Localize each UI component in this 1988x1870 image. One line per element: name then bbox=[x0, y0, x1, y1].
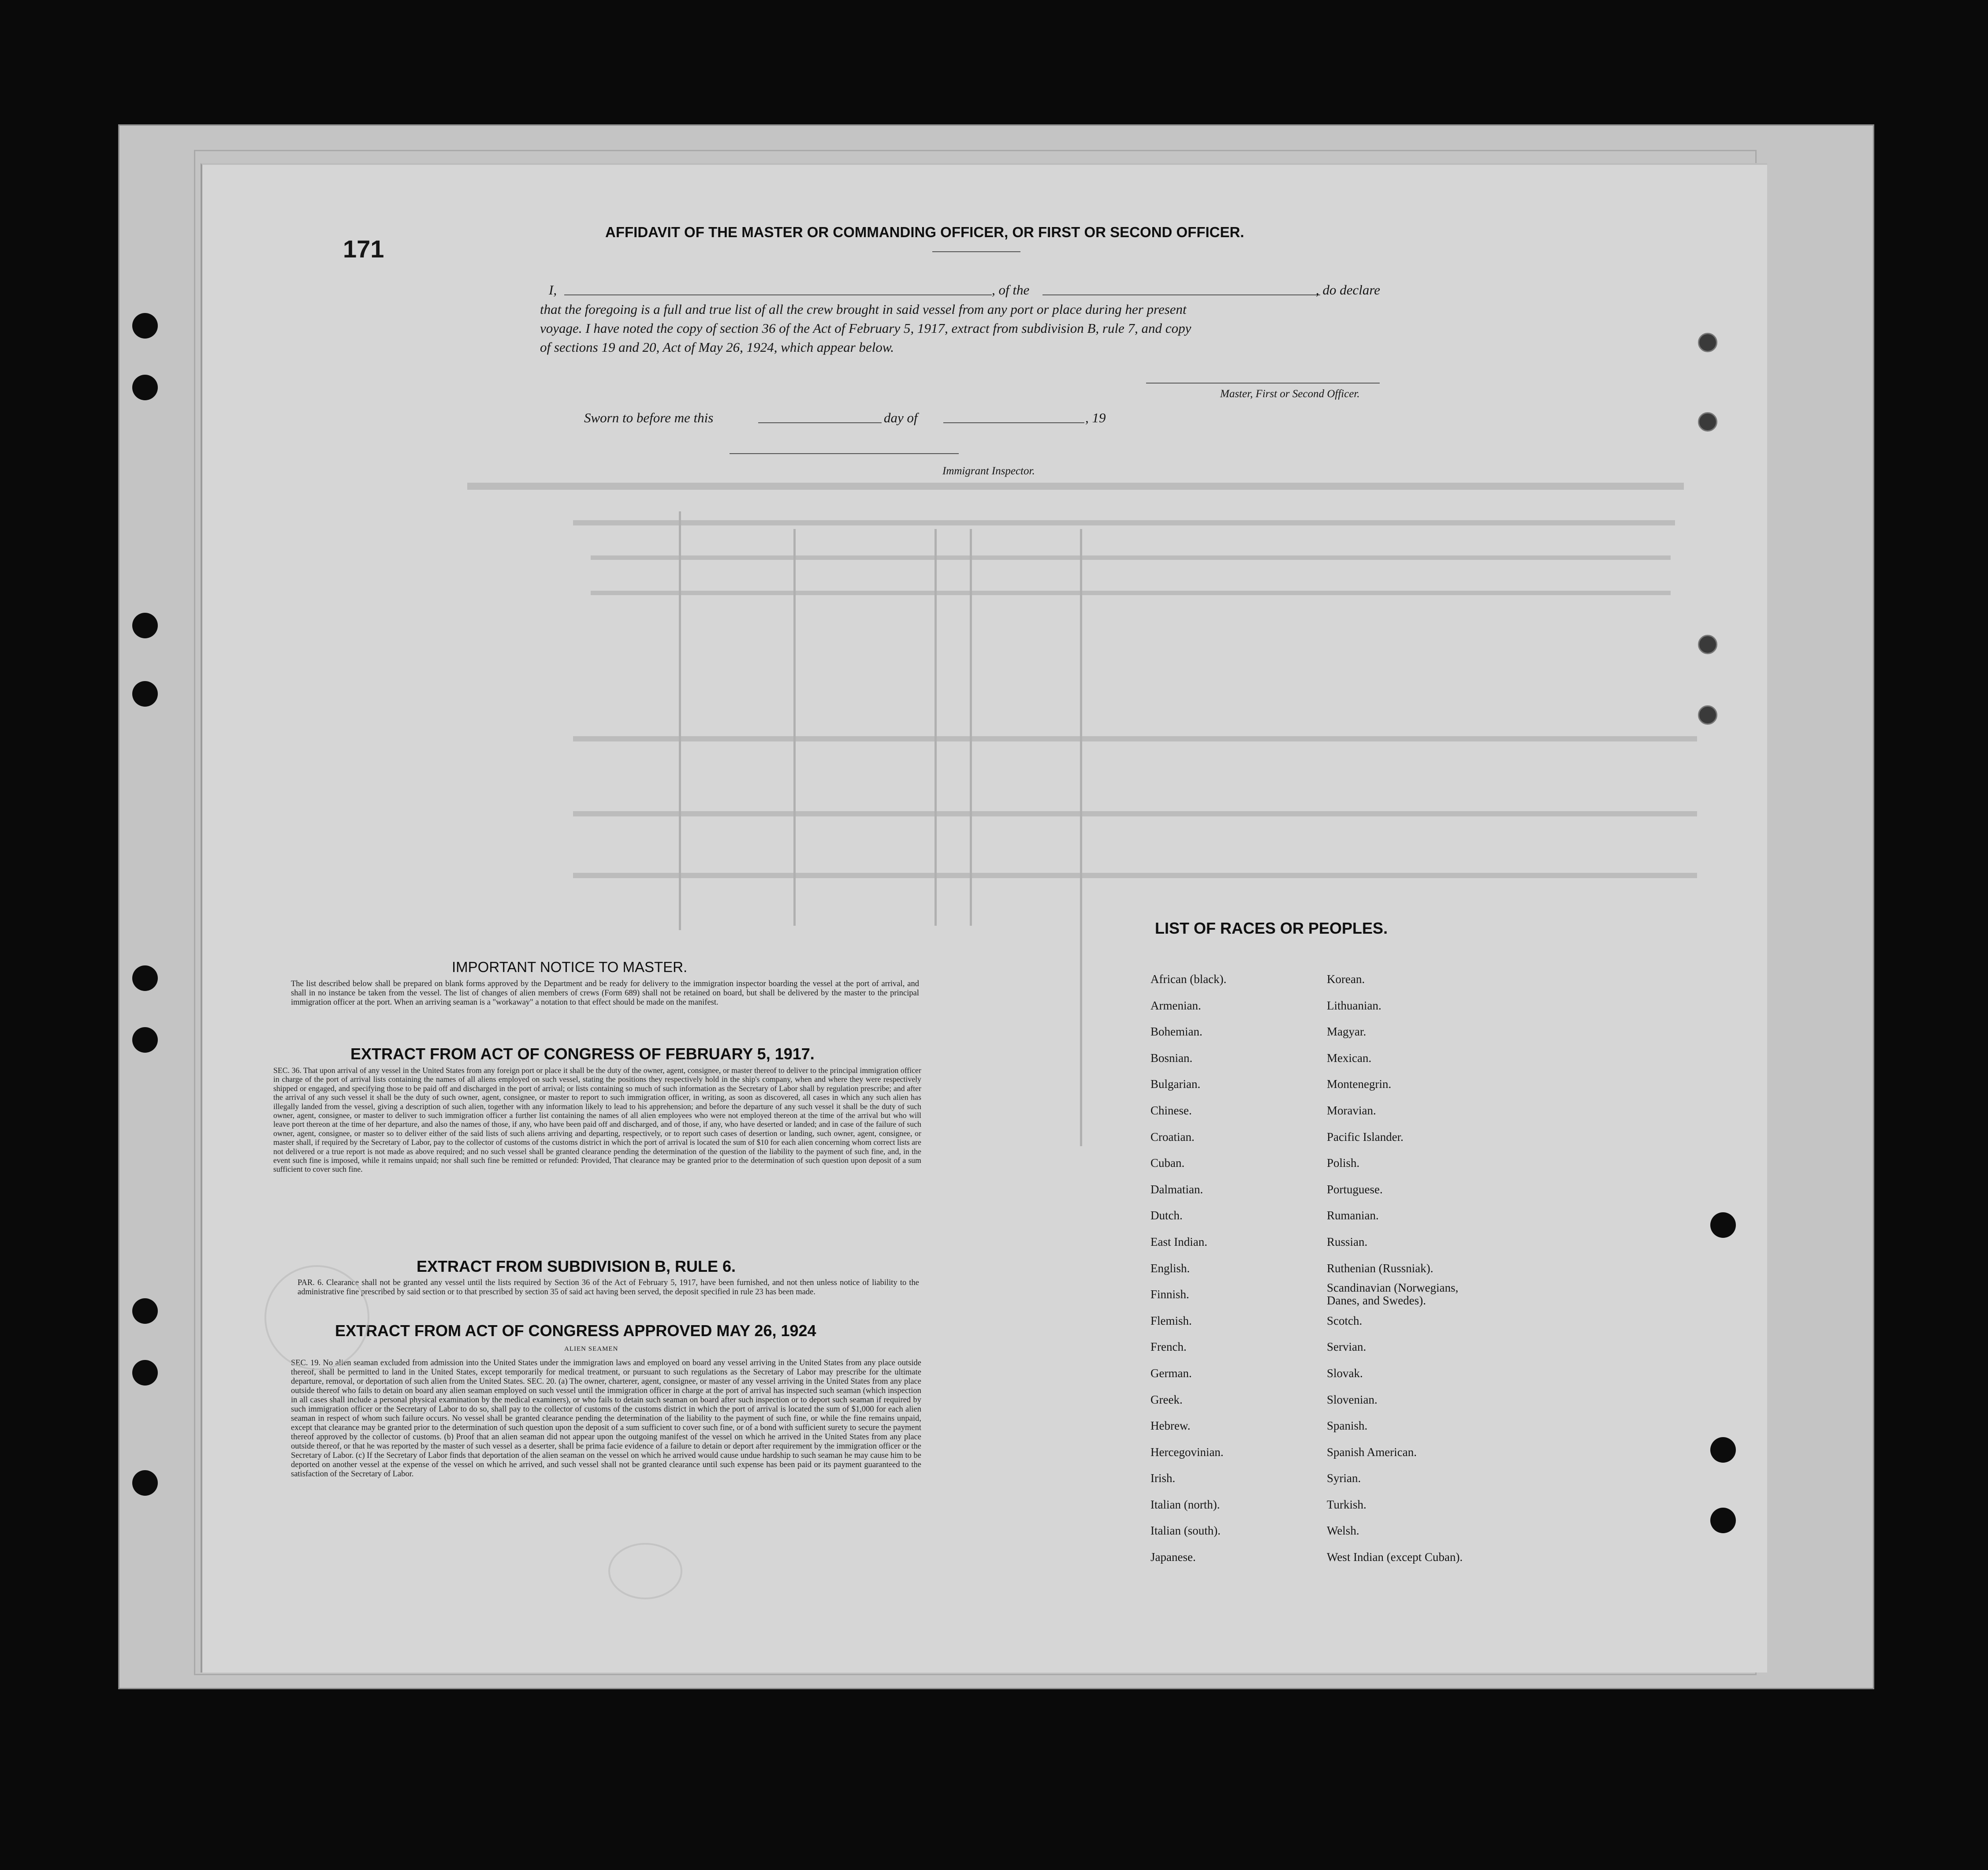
race-item: Welsh. bbox=[1327, 1524, 1359, 1538]
affidavit-line2: that the foregoing is a full and true list of all the crew brought in said vessel from any port or place during her present bbox=[540, 302, 1187, 317]
bleed-through-row bbox=[591, 591, 1671, 595]
inspector-label: Immigrant Inspector. bbox=[942, 465, 1035, 477]
page-number: 171 bbox=[343, 235, 384, 263]
title-rule bbox=[932, 251, 1020, 252]
punch-hole bbox=[1710, 1508, 1736, 1533]
punch-hole bbox=[132, 613, 158, 638]
punch-hole bbox=[132, 1027, 158, 1053]
punch-hole bbox=[132, 1298, 158, 1324]
bleed-through-row bbox=[573, 811, 1697, 816]
race-item: Armenian. bbox=[1150, 998, 1201, 1012]
race-item: Bohemian. bbox=[1150, 1025, 1202, 1039]
faint-stamp bbox=[264, 1265, 369, 1370]
race-item: Scandinavian (Norwegians, Danes, and Swedes). bbox=[1327, 1281, 1459, 1308]
race-item: Bulgarian. bbox=[1150, 1077, 1201, 1091]
punch-hole bbox=[1710, 1212, 1736, 1238]
races-left-column bbox=[1150, 966, 1226, 1571]
name-blank-line bbox=[564, 294, 992, 295]
affidavit-i: I, bbox=[549, 282, 557, 298]
punch-hole bbox=[132, 965, 158, 991]
race-item: German. bbox=[1150, 1366, 1192, 1380]
punch-hole bbox=[132, 1470, 158, 1496]
race-item: West Indian (except Cuban). bbox=[1327, 1550, 1463, 1564]
notice-title: IMPORTANT NOTICE TO MASTER. bbox=[452, 959, 688, 975]
punch-hole bbox=[1698, 412, 1717, 432]
extract-1924-subtitle: ALIEN SEAMEN bbox=[564, 1345, 618, 1352]
race-item: Pacific Islander. bbox=[1327, 1130, 1404, 1144]
race-item: East Indian. bbox=[1150, 1235, 1207, 1248]
race-item: Montenegrin. bbox=[1327, 1077, 1392, 1091]
month-blank-line bbox=[943, 422, 1084, 423]
punch-hole bbox=[1698, 635, 1717, 654]
bleed-through-column bbox=[1080, 529, 1082, 1146]
race-item: Hebrew. bbox=[1150, 1419, 1191, 1433]
affidavit-line4: of sections 19 and 20, Act of May 26, 1924, which appear below. bbox=[540, 339, 894, 355]
sworn-prefix: Sworn to before me this bbox=[584, 410, 714, 425]
race-item: Dutch. bbox=[1150, 1209, 1183, 1222]
affidavit-declare: , do declare bbox=[1316, 282, 1381, 298]
punch-hole bbox=[1710, 1437, 1736, 1463]
race-item: Greek. bbox=[1150, 1393, 1183, 1406]
extract-1917-title: EXTRACT FROM ACT OF CONGRESS OF FEBRUARY 5, 1917. bbox=[350, 1045, 815, 1063]
race-item: Japanese. bbox=[1150, 1550, 1196, 1564]
race-item: Italian (north). bbox=[1150, 1497, 1220, 1511]
race-item: Turkish. bbox=[1327, 1497, 1366, 1511]
bleed-through-column bbox=[934, 529, 937, 926]
punch-hole bbox=[1698, 705, 1717, 725]
punch-hole bbox=[1698, 333, 1717, 352]
bleed-through-row bbox=[573, 736, 1697, 741]
race-item: Portuguese. bbox=[1327, 1182, 1383, 1196]
sworn-year: , 19 bbox=[1085, 410, 1106, 425]
bleed-through-column bbox=[793, 529, 796, 926]
punch-hole bbox=[132, 1360, 158, 1386]
races-right-column bbox=[1327, 966, 1468, 1571]
extract-1924-body: SEC. 19. No alien seaman excluded from admission into the United States under the immigration laws and employed on board any vessel arriving in the United States from any place outside thereof, shall be permitted to land in the United States, except temporarily for medical treatment, or pursuant to such regulations as the Secretary of Labor may prescribe for the ultimate departure, removal, or deportation of such alien from the United States. SEC. 20. (a) The owner, charterer, agent, consignee, or master of any vessel arriving in the United States from any place outside thereof who fails to detain on board any alien seaman employed on such vessel until the immigration officer in charge at the port of arrival has inspected such seaman (which inspection in all cases shall include a personal physical examination by the medical examiners), or who fails to detain such seaman on board after such inspection or to deport such seaman if required by such immigration officer or the Secretary of Labor to do so, shall pay to the collector of customs of the customs district in which the port of arrival is located the sum of $1,000 for each alien seaman in respect of whom such failure occurs. No vessel shall be granted clearance pending the determination of the liability to the payment of such fine, or while the fine remains unpaid, except that clearance may be granted prior to the determination of such question upon the deposit of a sum sufficient to cover such fine, or of a bond with sufficient surety to secure the payment thereof approved by the collector of customs. (b) Proof that an alien seaman did not appear upon the outgoing manifest of the vessel on which he arrived in the United States from any place outside thereof, or that he was reported by the master of such vessel as a deserter, shall be prima facie evidence of a failure to detain or deport after requirement by the immigration officer or the Secretary of Labor. (c) If the Secretary of Labor finds that deportation of the alien seaman on the vessel on which he arrived would cause undue hardship to such seaman he may cause him to be deported on another vessel at the expense of the vessel on which he arrived, and such vessel shall not be granted clearance until such expense has been paid or its payment guaranteed to the satisfaction of the Secretary of Labor. bbox=[291, 1359, 921, 1479]
race-item: Cuban. bbox=[1150, 1156, 1185, 1170]
bleed-through-row bbox=[573, 873, 1697, 878]
race-item: Scotch. bbox=[1327, 1314, 1363, 1327]
race-item: Lithuanian. bbox=[1327, 998, 1381, 1012]
affidavit-line3: voyage. I have noted the copy of section 36 of the Act of February 5, 1917, extract from subdivision B, rule 7, and copy bbox=[540, 320, 1191, 336]
race-item: Spanish American. bbox=[1327, 1445, 1417, 1459]
sworn-day-of: day of bbox=[884, 410, 918, 425]
race-item: Irish. bbox=[1150, 1471, 1176, 1485]
races-title: LIST OF RACES OR PEOPLES. bbox=[1155, 919, 1388, 937]
race-item: Bosnian. bbox=[1150, 1051, 1193, 1065]
race-item: Hercegovinian. bbox=[1150, 1445, 1224, 1459]
race-item: Slovenian. bbox=[1327, 1393, 1377, 1406]
affidavit-title: AFFIDAVIT OF THE MASTER OR COMMANDING OFFICER, OR FIRST OR SECOND OFFICER. bbox=[605, 224, 1244, 240]
race-item: Servian. bbox=[1327, 1340, 1366, 1354]
notice-body: The list described below shall be prepared on blank forms approved by the Department and be ready for delivery to the immigration inspector boarding the vessel at the port of arrival, and shall in no instance be taken from the vessel. The list of changes of alien members of crews (Form 689) shall not be retained on board, but shall be delivered by the master to the principal immigration officer at the port. When an arriving seaman is a "workaway" a notation to that effect should be made on the manifest. bbox=[291, 980, 919, 1007]
race-item: Slovak. bbox=[1327, 1366, 1363, 1380]
punch-hole bbox=[132, 681, 158, 707]
extract-rule6-body: PAR. 6. Clearance shall not be granted any vessel until the lists required by Section 36 of the Act of February 5, 1917, have been furnished, and not then unless notice of liability to the administrative fine prescribed by said section or to that prescribed by section 35 of said act having been served, the deposit specified in rule 23 has been made. bbox=[298, 1278, 919, 1296]
race-item: Dalmatian. bbox=[1150, 1182, 1203, 1196]
race-item: Moravian. bbox=[1327, 1103, 1376, 1117]
vessel-blank-line bbox=[1042, 294, 1320, 295]
race-item: Korean. bbox=[1327, 972, 1365, 986]
bleed-through-row bbox=[467, 483, 1684, 490]
race-item: Spanish. bbox=[1327, 1419, 1368, 1433]
signature-line bbox=[1146, 383, 1380, 384]
race-item: Russian. bbox=[1327, 1235, 1368, 1248]
race-item: Syrian. bbox=[1327, 1471, 1361, 1485]
race-item: Mexican. bbox=[1327, 1051, 1372, 1065]
race-item: Finnish. bbox=[1150, 1288, 1189, 1301]
race-item: Rumanian. bbox=[1327, 1209, 1379, 1222]
bleed-through-column bbox=[970, 529, 972, 926]
race-item: African (black). bbox=[1150, 972, 1227, 986]
race-item: Croatian. bbox=[1150, 1130, 1195, 1144]
signature-label: Master, First or Second Officer. bbox=[1220, 388, 1360, 400]
bleed-through-column bbox=[679, 511, 681, 930]
inspector-line bbox=[730, 453, 959, 454]
faint-stamp bbox=[608, 1543, 682, 1599]
race-item: French. bbox=[1150, 1340, 1187, 1354]
extract-rule6-title: EXTRACT FROM SUBDIVISION B, RULE 6. bbox=[417, 1257, 736, 1275]
affidavit-of-the: , of the bbox=[992, 282, 1030, 298]
race-item: Chinese. bbox=[1150, 1103, 1192, 1117]
race-item: Polish. bbox=[1327, 1156, 1360, 1170]
punch-hole bbox=[132, 375, 158, 400]
extract-1924-title: EXTRACT FROM ACT OF CONGRESS APPROVED MAY 26, 1924 bbox=[335, 1322, 816, 1340]
race-item: English. bbox=[1150, 1261, 1190, 1275]
race-item: Italian (south). bbox=[1150, 1524, 1221, 1538]
extract-1917-body: SEC. 36. That upon arrival of any vessel in the United States from any foreign port or place it shall be the duty of the owner, agent, consignee, or master thereof to deliver to the principal immigration officer in charge of the port of arrival lists containing the names of all aliens employed on such vessel, stating the positions they respectively hold in the ship's company, when and where they were respectively shipped or engaged, and specifying those to be paid off and discharged in the port of arrival; or lists containing so much of such information as the Secretary of Labor shall by regulation prescribe; and after the arrival of any such vessel it shall be the duty of such owner, agent, consignee, or master to report to such immigration officer, in writing, as soon as discovered, all cases in which any such alien has illegally landed from the vessel, giving a description of such alien, together with any information likely to lead to his apprehension; and before the departure of any such vessel it shall be the duty of such owner, agent, consignee, or master to deliver to such immigration officer a further list containing the names of all alien employees who were not employed thereon at the time of the arrival but who will leave port thereon at the time of her departure, and also the names of those, if any, who have been paid off and discharged, and of those, if any, who have deserted or landed; and in case of the failure of such owner, agent, consignee, or master so to deliver either of the said lists of such aliens arriving and departing, respectively, or to report such cases of desertion or landing, such owner, agent, consignee, or master shall, if required by the Secretary of Labor, pay to the collector of customs of the customs district in which the port of arrival is located the sum of $10 for each alien concerning whom correct lists are not delivered or a true report is not made as above required; and no such vessel shall be granted clearance pending the determination of the question of the liability to the payment of such fine, and, in the event such fine is imposed, while it remains unpaid; nor shall such fine be remitted or refunded: Provided, That clearance may be granted prior to the determination of such question upon deposit of a sum sufficient to cover such fine. bbox=[273, 1066, 921, 1174]
bleed-through-row bbox=[573, 520, 1675, 525]
race-item: Flemish. bbox=[1150, 1314, 1192, 1327]
punch-hole bbox=[132, 313, 158, 339]
day-blank-line bbox=[758, 422, 882, 423]
race-item: Ruthenian (Russniak). bbox=[1327, 1261, 1433, 1275]
bleed-through-row bbox=[591, 555, 1671, 560]
race-item: Magyar. bbox=[1327, 1025, 1366, 1039]
